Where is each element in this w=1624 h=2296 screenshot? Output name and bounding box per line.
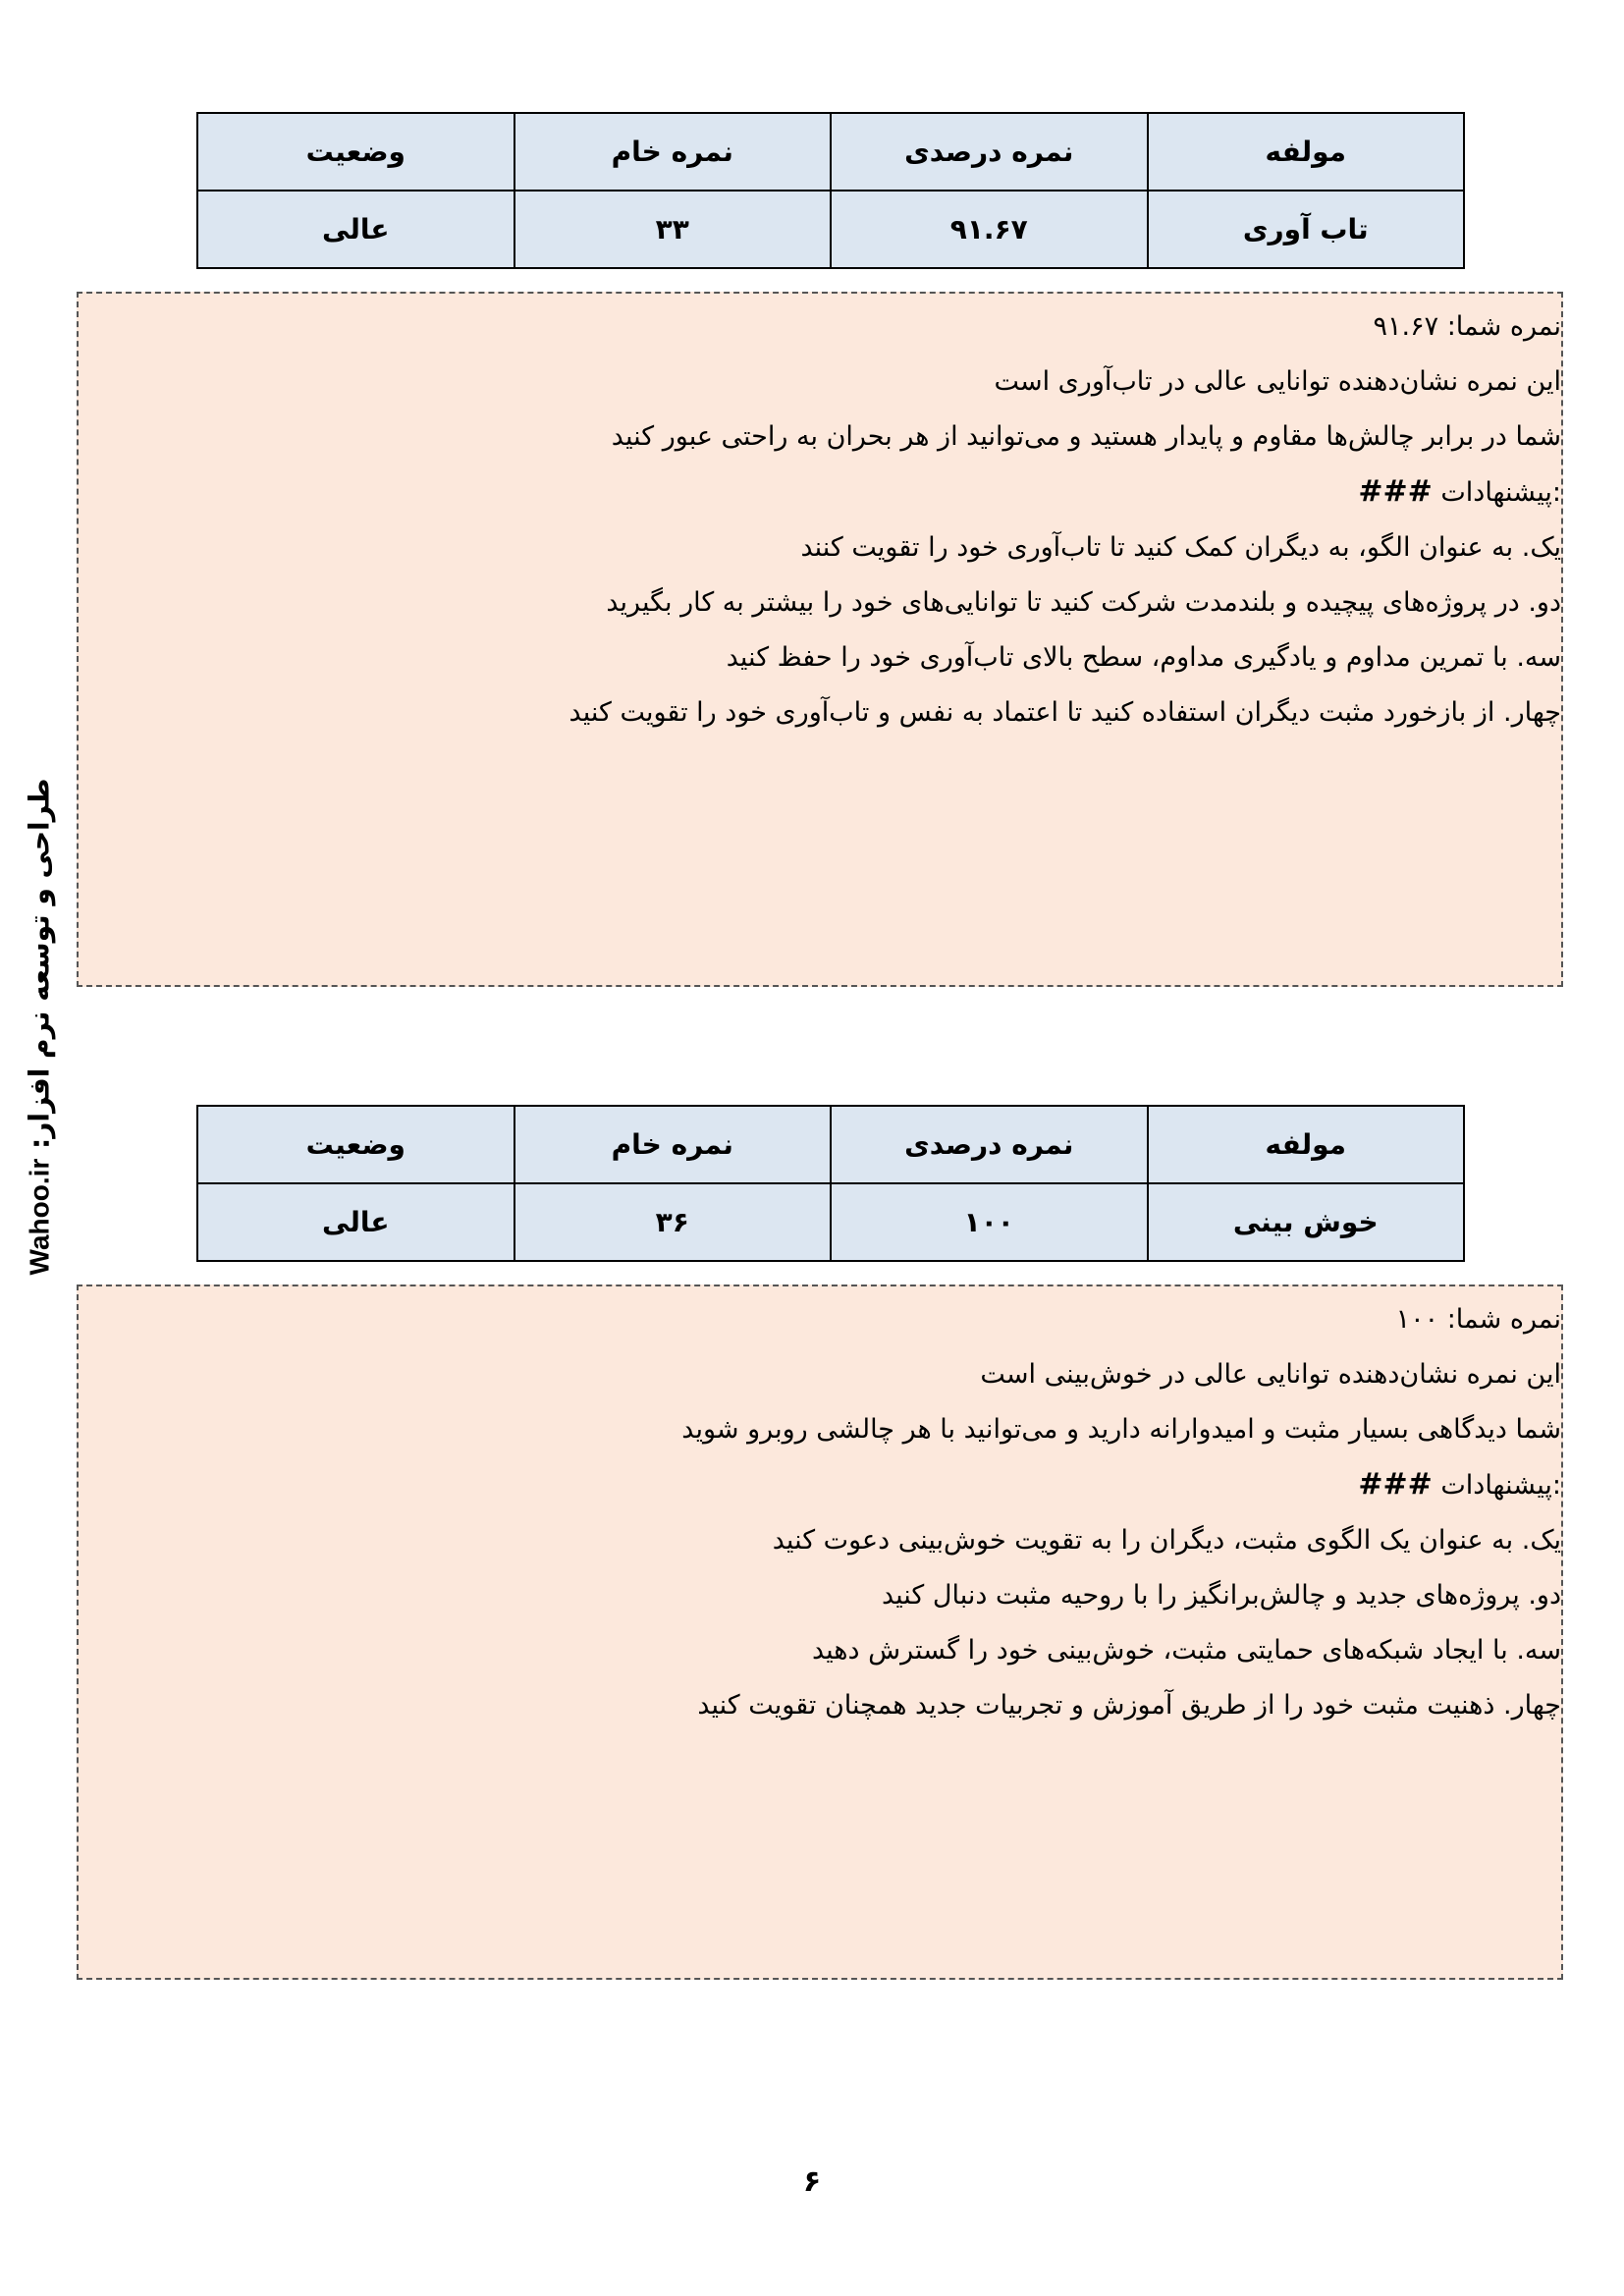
- description-line: این نمره نشان‌دهنده توانایی عالی در خوش‌بینی است: [980, 1359, 1561, 1390]
- table-header-row: [197, 1106, 1464, 1183]
- detail-box-resilience: [77, 292, 1563, 987]
- percent-value: ۹۱.۶۷: [831, 191, 1148, 268]
- suggestion-item: سه. با ایجاد شبکه‌های حمایتی مثبت، خوش‌بینی خود را گسترش دهید: [811, 1635, 1561, 1666]
- header-percent: نمره درصدی: [831, 113, 1148, 191]
- detail-box-optimism: [77, 1285, 1563, 1980]
- table-row: [197, 191, 1464, 268]
- header-raw: نمره خام: [514, 1106, 832, 1183]
- header-status: وضعیت: [197, 1106, 514, 1183]
- status-value: عالی: [197, 191, 514, 268]
- component-value: تاب آوری: [1148, 191, 1465, 268]
- description-line: این نمره نشان‌دهنده توانایی عالی در تاب‌آوری است: [994, 366, 1561, 397]
- score-table-optimism: [196, 1105, 1465, 1262]
- table-row: [197, 1183, 1464, 1261]
- suggestions-label: :پیشنهادات: [1440, 1470, 1561, 1501]
- suggestion-item: چهار. از بازخورد مثبت دیگران استفاده کنید تا اعتماد به نفس و تاب‌آوری خود را تقویت کنید: [568, 697, 1561, 728]
- side-credit-label: طراحی و توسعه نرم افزار:: [23, 778, 56, 1149]
- suggestion-item: سه. با تمرین مداوم و یادگیری مداوم، سطح بالای تاب‌آوری خود را حفظ کنید: [726, 642, 1561, 673]
- raw-value: ۳۶: [514, 1183, 832, 1261]
- suggestion-item: یک. به عنوان یک الگوی مثبت، دیگران را به تقویت خوش‌بینی دعوت کنید: [772, 1525, 1561, 1556]
- side-credit-site: Wahoo.ir: [24, 1158, 55, 1275]
- suggestion-item: دو. پروژه‌های جدید و چالش‌برانگیز را با روحیه مثبت دنبال کنید: [881, 1580, 1561, 1611]
- suggestions-hash: ###: [1358, 1467, 1433, 1502]
- header-percent: نمره درصدی: [831, 1106, 1148, 1183]
- side-credit-text: [24, 778, 56, 1304]
- suggestions-heading: [82, 1457, 1561, 1513]
- side-credit: [10, 778, 69, 1296]
- percent-value: ۱۰۰: [831, 1183, 1148, 1261]
- score-line: نمره شما: ۹۱.۶۷: [1373, 311, 1561, 342]
- suggestion-item: یک. به عنوان الگو، به دیگران کمک کنید تا تاب‌آوری خود را تقویت کنند: [800, 532, 1561, 563]
- header-component: مولفه: [1148, 1106, 1465, 1183]
- suggestions-heading: [82, 465, 1561, 520]
- header-status: وضعیت: [197, 113, 514, 191]
- page-number: ۶: [802, 2164, 822, 2199]
- table-header-row: [197, 113, 1464, 191]
- status-value: عالی: [197, 1183, 514, 1261]
- description-line: شما در برابر چالش‌ها مقاوم و پایدار هستید و می‌توانید از هر بحران به راحتی عبور کنید: [611, 421, 1561, 452]
- header-raw: نمره خام: [514, 113, 832, 191]
- component-value: خوش بینی: [1148, 1183, 1465, 1261]
- header-component: مولفه: [1148, 113, 1465, 191]
- suggestions-hash: ###: [1358, 474, 1433, 509]
- raw-value: ۳۳: [514, 191, 832, 268]
- description-line: شما دیدگاهی بسیار مثبت و امیدوارانه دارید و می‌توانید با هر چالشی روبرو شوید: [681, 1414, 1561, 1445]
- suggestions-label: :پیشنهادات: [1440, 477, 1561, 508]
- score-table-resilience: [196, 112, 1465, 269]
- suggestion-item: دو. در پروژه‌های پیچیده و بلندمدت شرکت کنید تا توانایی‌های خود را بیشتر به کار بگیرید: [606, 587, 1561, 618]
- suggestion-item: چهار. ذهنیت مثبت خود را از طریق آموزش و تجربیات جدید همچنان تقویت کنید: [697, 1690, 1561, 1721]
- score-line: نمره شما: ۱۰۰: [1395, 1304, 1561, 1335]
